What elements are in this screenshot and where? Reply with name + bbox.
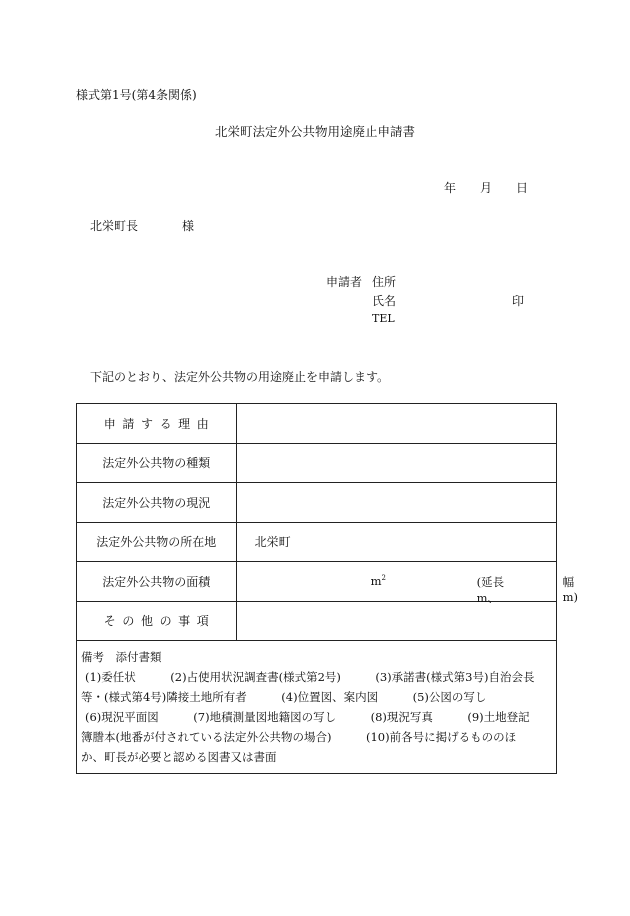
row-value-condition	[236, 483, 556, 523]
area-extension: (延長 m、	[476, 575, 551, 605]
application-table	[76, 403, 621, 774]
area-unit-base: m	[370, 574, 382, 588]
area-unit-exponent: 2	[381, 574, 386, 583]
row-label-reason: 申請する理由	[77, 404, 237, 444]
applicant-address-label: 住所	[372, 275, 397, 289]
date-year-label: 年	[444, 181, 457, 195]
row-value-other	[236, 601, 556, 641]
applicant-name-label: 氏名	[372, 294, 397, 308]
notes-heading: 備考 添付書類	[81, 650, 162, 664]
document-title: 北栄町法定外公共物用途廃止申請書	[214, 124, 415, 139]
table-row	[77, 443, 557, 483]
date-day-label: 日	[516, 181, 529, 195]
table-row	[77, 601, 557, 641]
row-value-location: 北栄町	[236, 522, 556, 562]
table-row	[77, 562, 557, 602]
table-row	[77, 404, 557, 444]
row-label-condition: 法定外公共物の現況	[77, 483, 237, 523]
row-label-area: 法定外公共物の面積	[77, 562, 237, 602]
row-label-other: その他の事項	[77, 601, 237, 641]
date-month-label: 月	[480, 181, 493, 195]
notes-line: 簿謄本(地番が付されている法定外公共物の場合) (10)前各号に掲げるもののほ	[81, 730, 517, 744]
addressee-honorific: 様	[182, 219, 195, 233]
row-label-type: 法定外公共物の種類	[77, 443, 237, 483]
form-number: 様式第1号(第4条関係)	[76, 88, 197, 102]
notes-line: (6)現況平面図 (7)地積測量図地籍図の写し (8)現況写真 (9)土地登記	[85, 710, 530, 724]
row-label-location: 法定外公共物の所在地	[77, 522, 237, 562]
notes-line: (1)委任状 (2)占使用状況調査書(様式第2号) (3)承諾書(様式第3号)自治会長	[85, 670, 535, 684]
table-row	[77, 522, 557, 562]
area-width: 幅 m)	[562, 575, 621, 604]
row-value-type	[236, 443, 556, 483]
area-unit	[371, 574, 386, 588]
addressee-name: 北栄町長	[90, 219, 139, 233]
intro-text: 下記のとおり、法定外公共物の用途廃止を申請します。	[90, 370, 390, 384]
notes-cell	[77, 641, 557, 774]
row-value-reason	[236, 404, 556, 444]
notes-line: か、町長が必要と認める図書又は書面	[81, 750, 277, 764]
table-row	[77, 483, 557, 523]
applicant-label: 申請者	[326, 275, 363, 289]
seal-label: 印	[512, 294, 525, 308]
notes-row	[77, 641, 557, 774]
row-value-area	[236, 562, 621, 605]
notes-line: 等・(様式第4号)隣接土地所有者 (4)位置図、案内図 (5)公図の写し	[81, 690, 487, 704]
applicant-tel-label: TEL	[372, 312, 395, 325]
